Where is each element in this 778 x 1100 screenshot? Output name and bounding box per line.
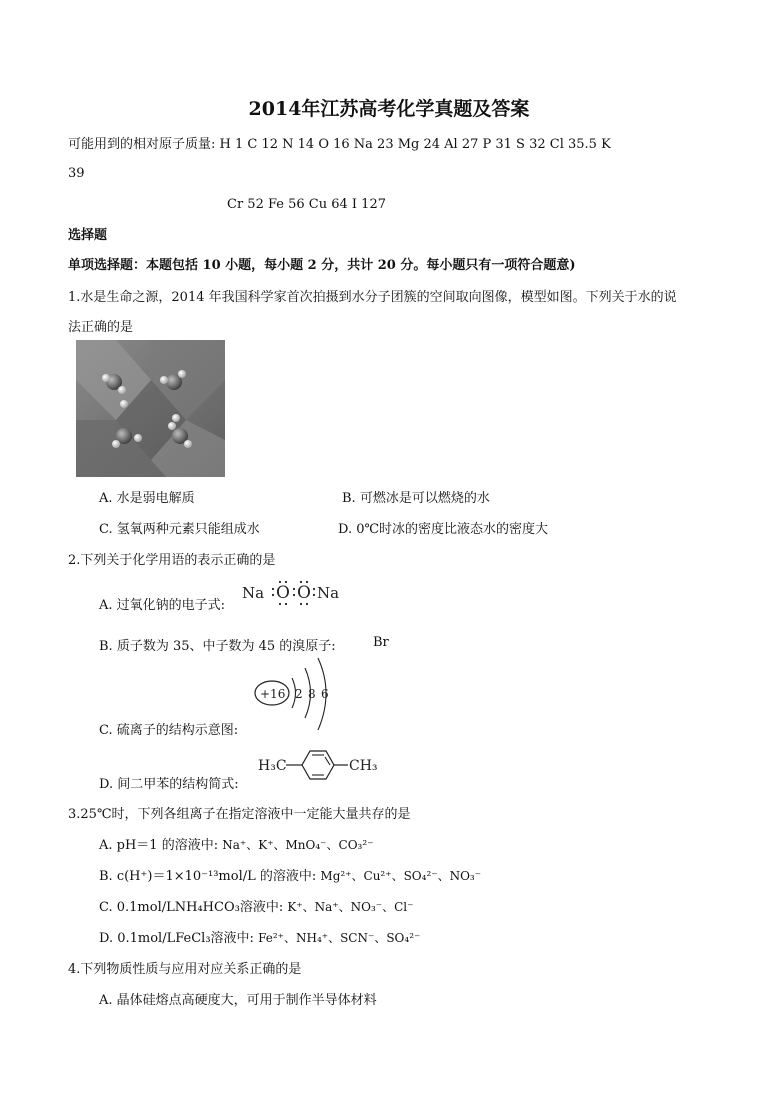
q3-option-b-ions: Mg²⁺、Cu²⁺、SO₄²⁻、NO₃⁻	[320, 869, 482, 883]
ch3-right: CH₃	[349, 758, 378, 774]
ch3-left: H₃C	[258, 758, 287, 774]
shell-3-electrons: 6	[321, 687, 329, 701]
sodium-peroxide-electron-formula	[240, 578, 342, 608]
atomic-masses-line2: Cr 52 Fe 56 Cu 64 I 127	[227, 197, 386, 212]
q3-stem: 3.25℃时，下列各组离子在指定溶液中一定能大量共存的是	[68, 807, 411, 822]
q1-option-b: B. 可燃冰是可以燃烧的水	[342, 491, 490, 506]
q1-option-c: C. 氢氧两种元素只能组成水	[99, 522, 260, 537]
water-cluster-image	[76, 340, 225, 477]
o-left-symbol: O	[276, 583, 290, 603]
q3-option-b-prefix: B. c(H⁺)＝1×10⁻¹³mol/L 的溶液中:	[99, 869, 321, 884]
q2-option-d-label: D. 间二甲苯的结构简式:	[99, 777, 239, 792]
q4-stem: 4.下列物质性质与应用对应关系正确的是	[68, 962, 302, 977]
q2-stem: 2.下列关于化学用语的表示正确的是	[68, 553, 276, 568]
q3-option-a-ions: Na⁺、K⁺、MnO₄⁻、CO₃²⁻	[222, 838, 374, 852]
q3-option-a-prefix: A. pH＝1 的溶液中:	[99, 838, 223, 853]
instruction-text: 单项选择题：本题包括 10 小题，每小题 2 分，共计 20 分。每小题只有一项符合题意)	[68, 258, 576, 273]
page-title: 2014年江苏高考化学真题及答案	[248, 98, 530, 120]
shell-2-electrons: 8	[308, 687, 316, 701]
section-heading: 选择题	[68, 228, 108, 243]
q2-option-a-label: A. 过氧化钠的电子式:	[99, 598, 226, 613]
na-left-symbol: Na	[242, 584, 265, 602]
q1-stem-line2: 法正确的是	[68, 320, 134, 335]
atomic-masses-line1-wrap: 39	[68, 166, 85, 181]
q4-option-a: A. 晶体硅熔点高硬度大，可用于制作半导体材料	[99, 993, 377, 1008]
bromine-symbol: Br	[373, 635, 389, 650]
sulfide-ion-structure-diagram	[252, 652, 348, 736]
nucleus-charge: +16	[260, 687, 286, 701]
meta-xylene-structure	[256, 744, 378, 786]
q3-option-d-prefix: D. 0.1mol/LFeCl₃溶液中:	[99, 931, 259, 946]
q3-option-c	[99, 896, 413, 915]
q2-option-c-label: C. 硫离子的结构示意图:	[99, 723, 239, 738]
atomic-masses-line1: 可能用到的相对原子质量: H 1 C 12 N 14 O 16 Na 23 Mg 24 Al 27 P 31 S 32 Cl 35.5 K	[68, 137, 611, 152]
q3-option-c-prefix: C. 0.1mol/LNH₄HCO₃溶液中:	[99, 900, 288, 915]
na-right-symbol: Na	[317, 584, 340, 602]
q3-option-b	[99, 865, 481, 884]
shell-1-electrons: 2	[295, 687, 303, 701]
q2-option-b-label: B. 质子数为 35、中子数为 45 的溴原子:	[99, 639, 336, 654]
o-right-symbol: O	[297, 583, 311, 603]
q3-option-d	[99, 927, 420, 946]
q1-option-a: A. 水是弱电解质	[99, 491, 195, 506]
q3-option-d-ions: Fe²⁺、NH₄⁺、SCN⁻、SO₄²⁻	[258, 931, 421, 945]
q3-option-c-ions: K⁺、Na⁺、NO₃⁻、Cl⁻	[287, 900, 414, 914]
q1-option-d: D. 0℃时冰的密度比液态水的密度大	[338, 522, 549, 537]
q3-option-a	[99, 834, 374, 853]
q1-stem-line1: 1.水是生命之源，2014 年我国科学家首次拍摄到水分子团簇的空间取向图像，模型如图。下列关于水的说	[68, 290, 677, 305]
